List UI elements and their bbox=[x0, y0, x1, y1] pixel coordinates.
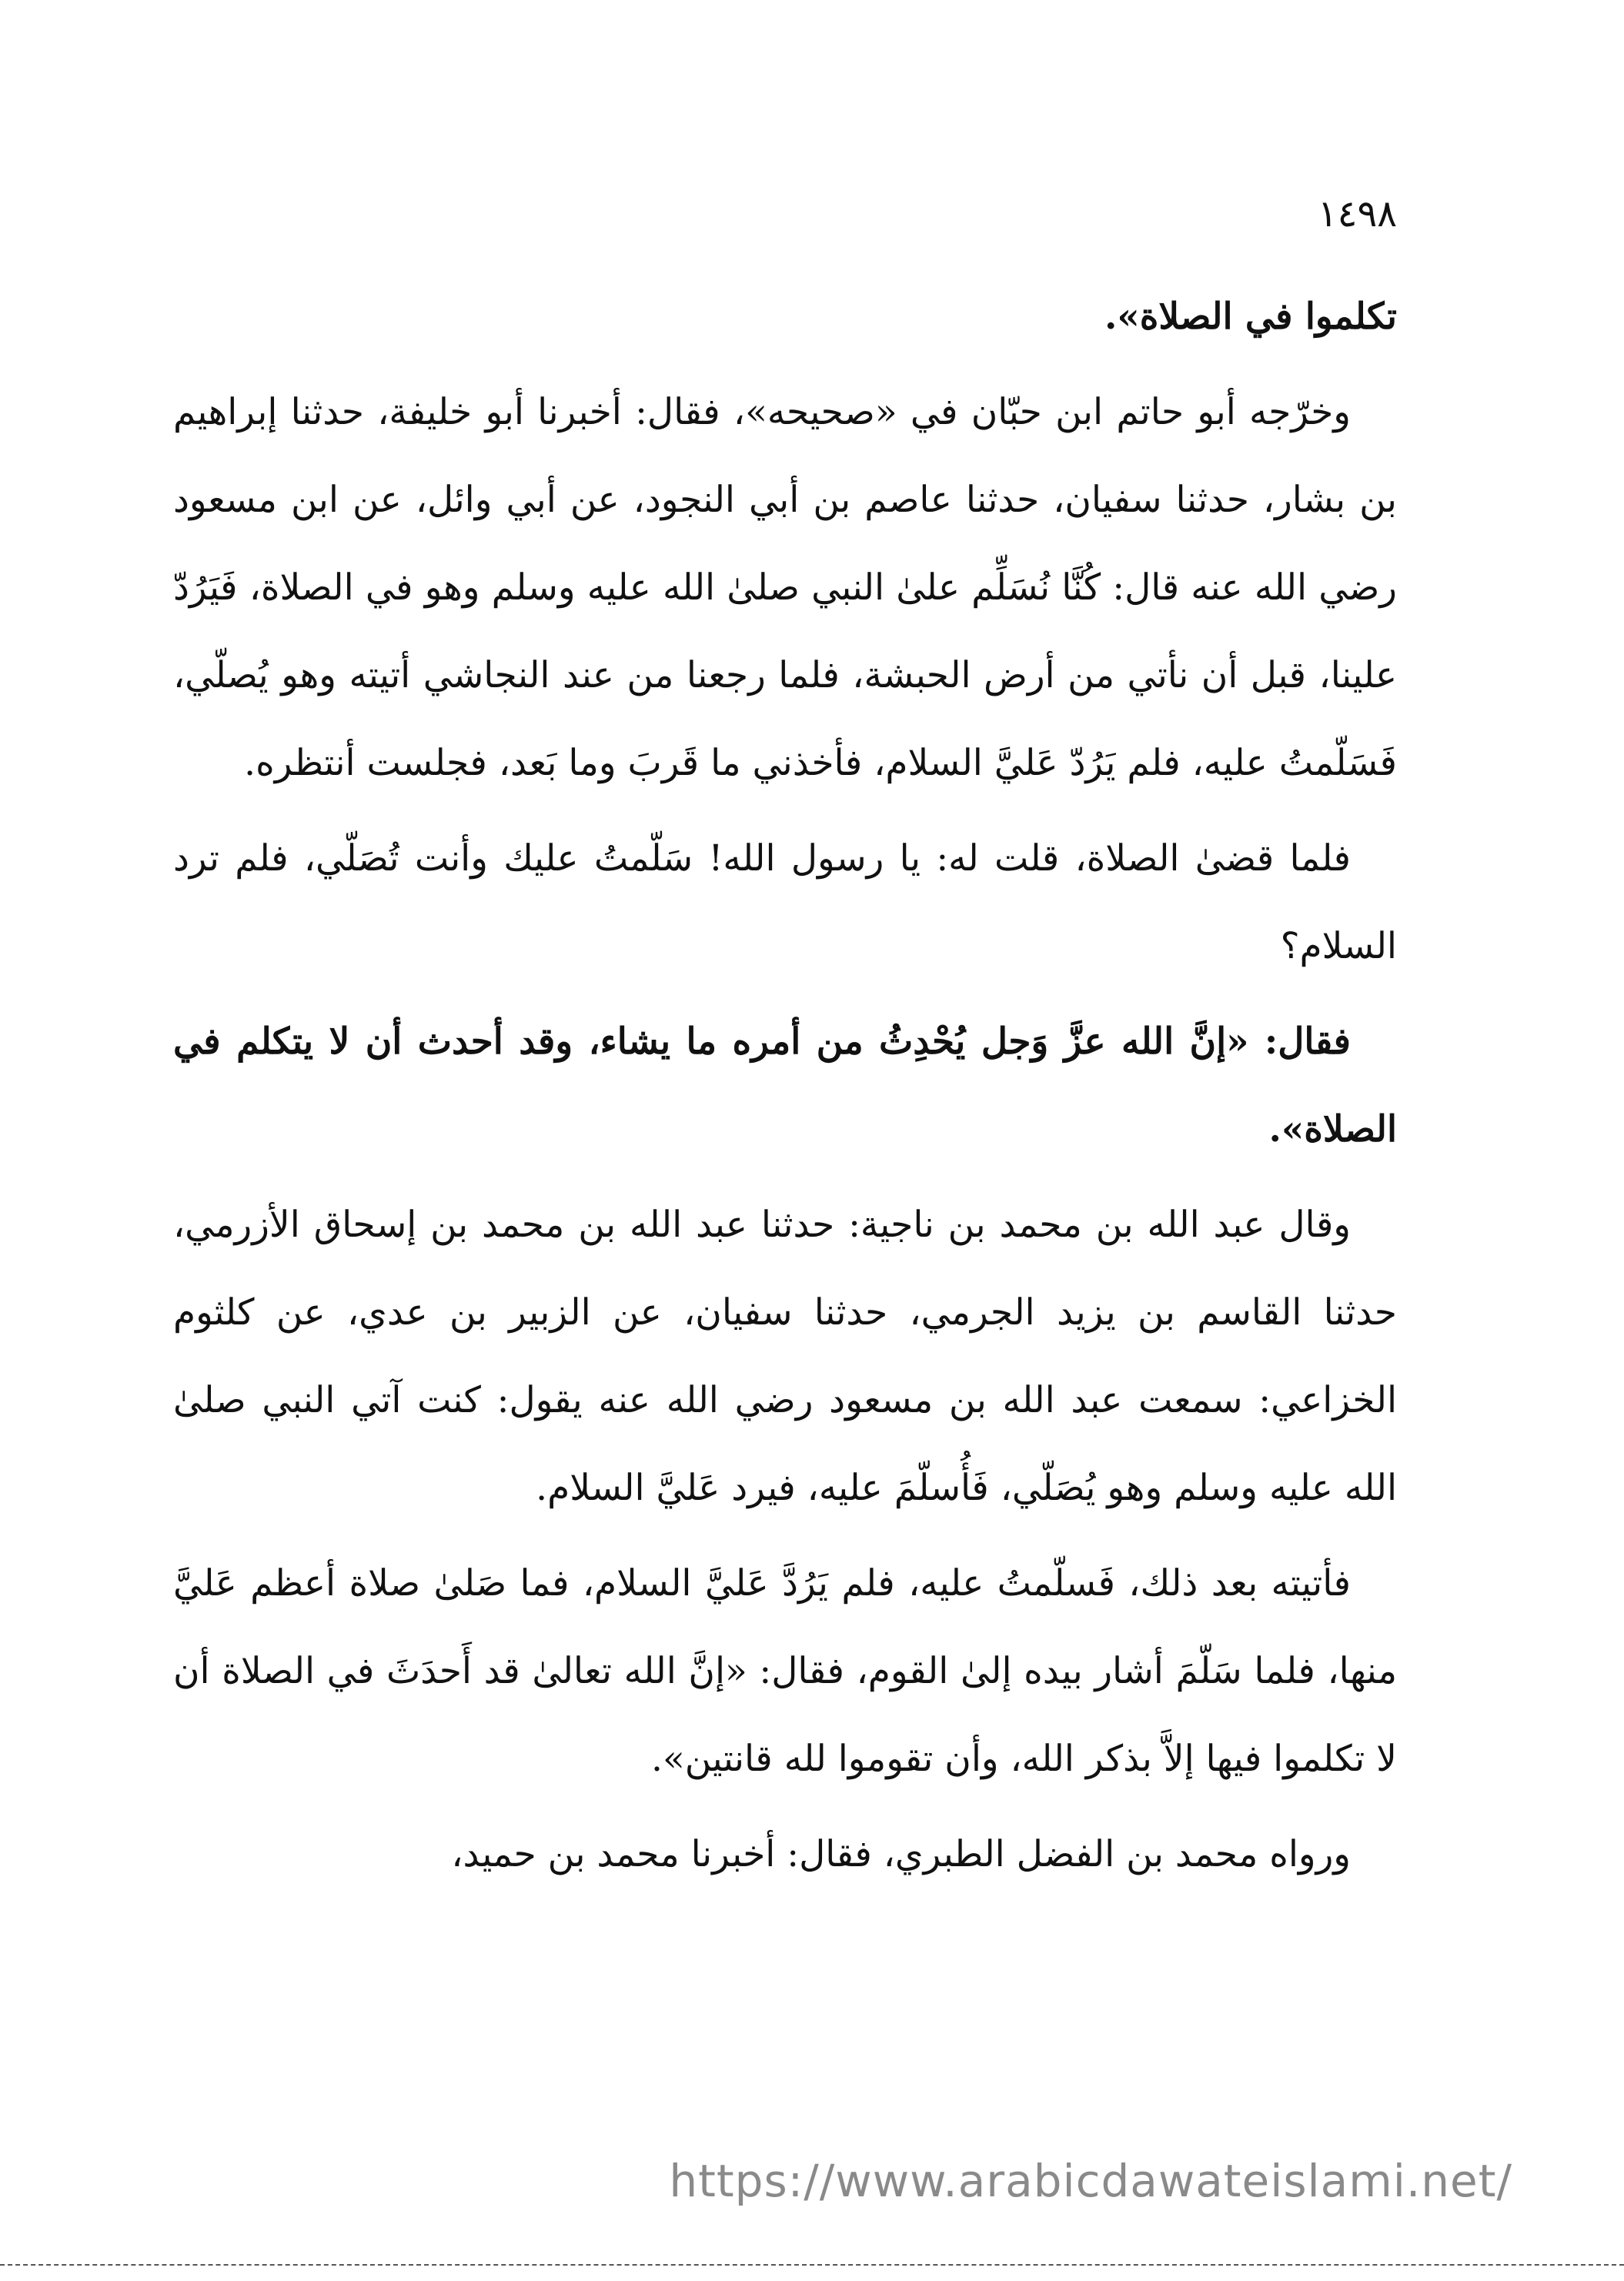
footer-divider bbox=[0, 2264, 1624, 2266]
paragraph-ibn-najiya: وقال عبد الله بن محمد بن ناجية: حدثنا عبد الله بن محمد بن إسحاق الأزرمي، حدثنا القاسم بن يزيد الجرمي، حدثنا سفيان، عن الزبير بن عدي، عن كلثوم الخزاعي: سمعت عبد الله بن مسعود رضي الله عنه يقول: كنت آتي النبي صلىٰ الله عليه وسلم وهو يُصَلّي، فَأُسلّمَ عليه، فيرد عَليَّ السلام. bbox=[173, 1204, 1397, 1509]
paragraph-question: فلما قضىٰ الصلاة، قلت له: يا رسول الله! سَلّمتُ عليك وأنت تُصَلّي، فلم ترد السلام؟ bbox=[173, 837, 1397, 967]
paragraph-continuation: تكلموا في الصلاة». bbox=[1104, 296, 1397, 338]
paragraph-ibn-hibban: وخرّجه أبو حاتم ابن حبّان في «صحيحه»، فقال: أخبرنا أبو خليفة، حدثنا إبراهيم بن بشار، حدثنا سفيان، حدثنا عاصم بن أبي النجود، عن أبي وائل، عن ابن مسعود رضي الله عنه قال: كُنَّا نُسَلِّم علىٰ النبي صلىٰ الله عليه وسلم وهو في الصلاة، فَيَرُدّ علينا، قبل أن نأتي من أرض الحبشة، فلما رجعنا من عند النجاشي أتيته وهو يُصلّي، فَسَلّمتُ عليه، فلم يَرُدّ عَليَّ السلام، فأخذني ما قَربَ وما بَعد، فجلست أنتظره. bbox=[173, 391, 1397, 784]
paragraph-after: فأتيته بعد ذلك، فَسلّمتُ عليه، فلم يَرُدَّ عَليَّ السلام، فما صَلىٰ صلاة أعظم عَليَّ منها، فلما سَلّمَ أشار بيده إلىٰ القوم، فقال: «إنَّ الله تعالىٰ قد أَحدَثَ في الصلاة أن لا تكلموا فيها إلاَّ بذكر الله، وأن تقوموا لله قانتين». bbox=[173, 1562, 1397, 1780]
watermark-url: https://www.arabicdawateislami.net/ bbox=[669, 2155, 1512, 2207]
paragraph-tabari: ورواه محمد بن الفضل الطبري، فقال: أخبرنا محمد بن حميد، bbox=[451, 1833, 1351, 1875]
body-text bbox=[173, 273, 1397, 1906]
page-number: ١٤٩٨ bbox=[1317, 192, 1397, 235]
paragraph-answer: فقال: «إنَّ الله عزَّ وَجل يُحْدِثُ من أمره ما يشاء، وقد أحدث أن لا يتكلم في الصلاة». bbox=[173, 1020, 1397, 1151]
